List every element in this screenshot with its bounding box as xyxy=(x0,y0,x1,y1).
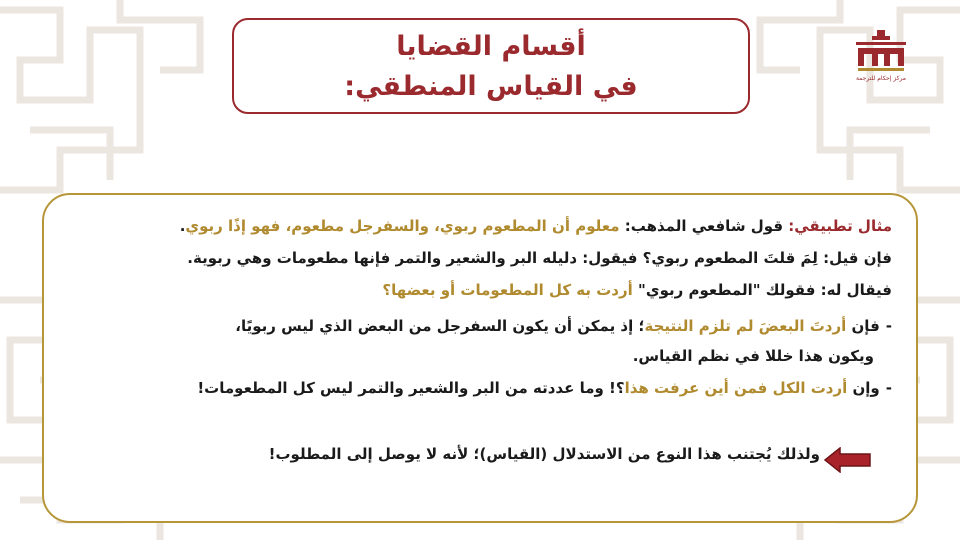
bullet-1-highlight: أردتَ البعضَ لم تلزم النتيجة xyxy=(644,317,847,335)
bullet-1-rest: ؛ إذ يمكن أن يكون السفرجل من البعض الذي ليس ربويًا، xyxy=(235,317,645,335)
example-line xyxy=(180,217,892,235)
example-intro: قول شافعي المذهب: xyxy=(619,217,789,235)
bullet-2-dash: - xyxy=(885,379,892,397)
question-line xyxy=(187,249,892,267)
bullet-2-prefix: وإن xyxy=(847,379,880,397)
bullet-1-continuation: ويكون هذا خللا في نظم القياس. xyxy=(632,347,874,365)
bullet-1 xyxy=(235,317,892,335)
reply-prefix: فيقال له: فقولك "المطعوم ربوي" xyxy=(632,281,892,299)
question-text: لِمَ قلتَ المطعوم ربوي؟ فيقول: دليله البر والشعير والتمر فإنها مطعومات وهي ربوية. xyxy=(187,249,818,267)
left-arrow-icon xyxy=(824,447,872,473)
bullet-2-highlight: أردت الكل فمن أين عرفت هذا xyxy=(624,379,848,397)
title-line-1: أقسام القضايا xyxy=(396,31,586,62)
example-end: . xyxy=(179,217,186,235)
title-box xyxy=(232,18,750,114)
bullet-1-prefix: فإن xyxy=(846,317,880,335)
example-label: مثال تطبيقي: xyxy=(788,217,892,235)
logo-icon xyxy=(850,30,912,92)
title-line-2: في القياس المنطقي: xyxy=(344,71,638,102)
bullet-2-rest: ؟! وما عددته من البر والشعير والتمر ليس كل المطعومات! xyxy=(197,379,625,397)
bullet-1-dash: - xyxy=(885,317,892,335)
conclusion-line: ولذلك يُجتنب هذا النوع من الاستدلال (القياس)؛ لأنه لا يوصل إلى المطلوب! xyxy=(268,445,820,463)
bullet-2 xyxy=(197,379,892,397)
reply-line xyxy=(382,281,892,299)
logo-subtitle: مركز إحكام للترجمة xyxy=(855,75,907,82)
question-prefix: فإن قيل: xyxy=(817,249,892,267)
content-box xyxy=(42,193,918,523)
example-claim: معلوم أن المطعوم ربوي، والسفرجل مطعوم، فهو إذًا ربوي xyxy=(185,217,620,235)
reply-question: أردت به كل المطعومات أو بعضها؟ xyxy=(382,281,633,299)
